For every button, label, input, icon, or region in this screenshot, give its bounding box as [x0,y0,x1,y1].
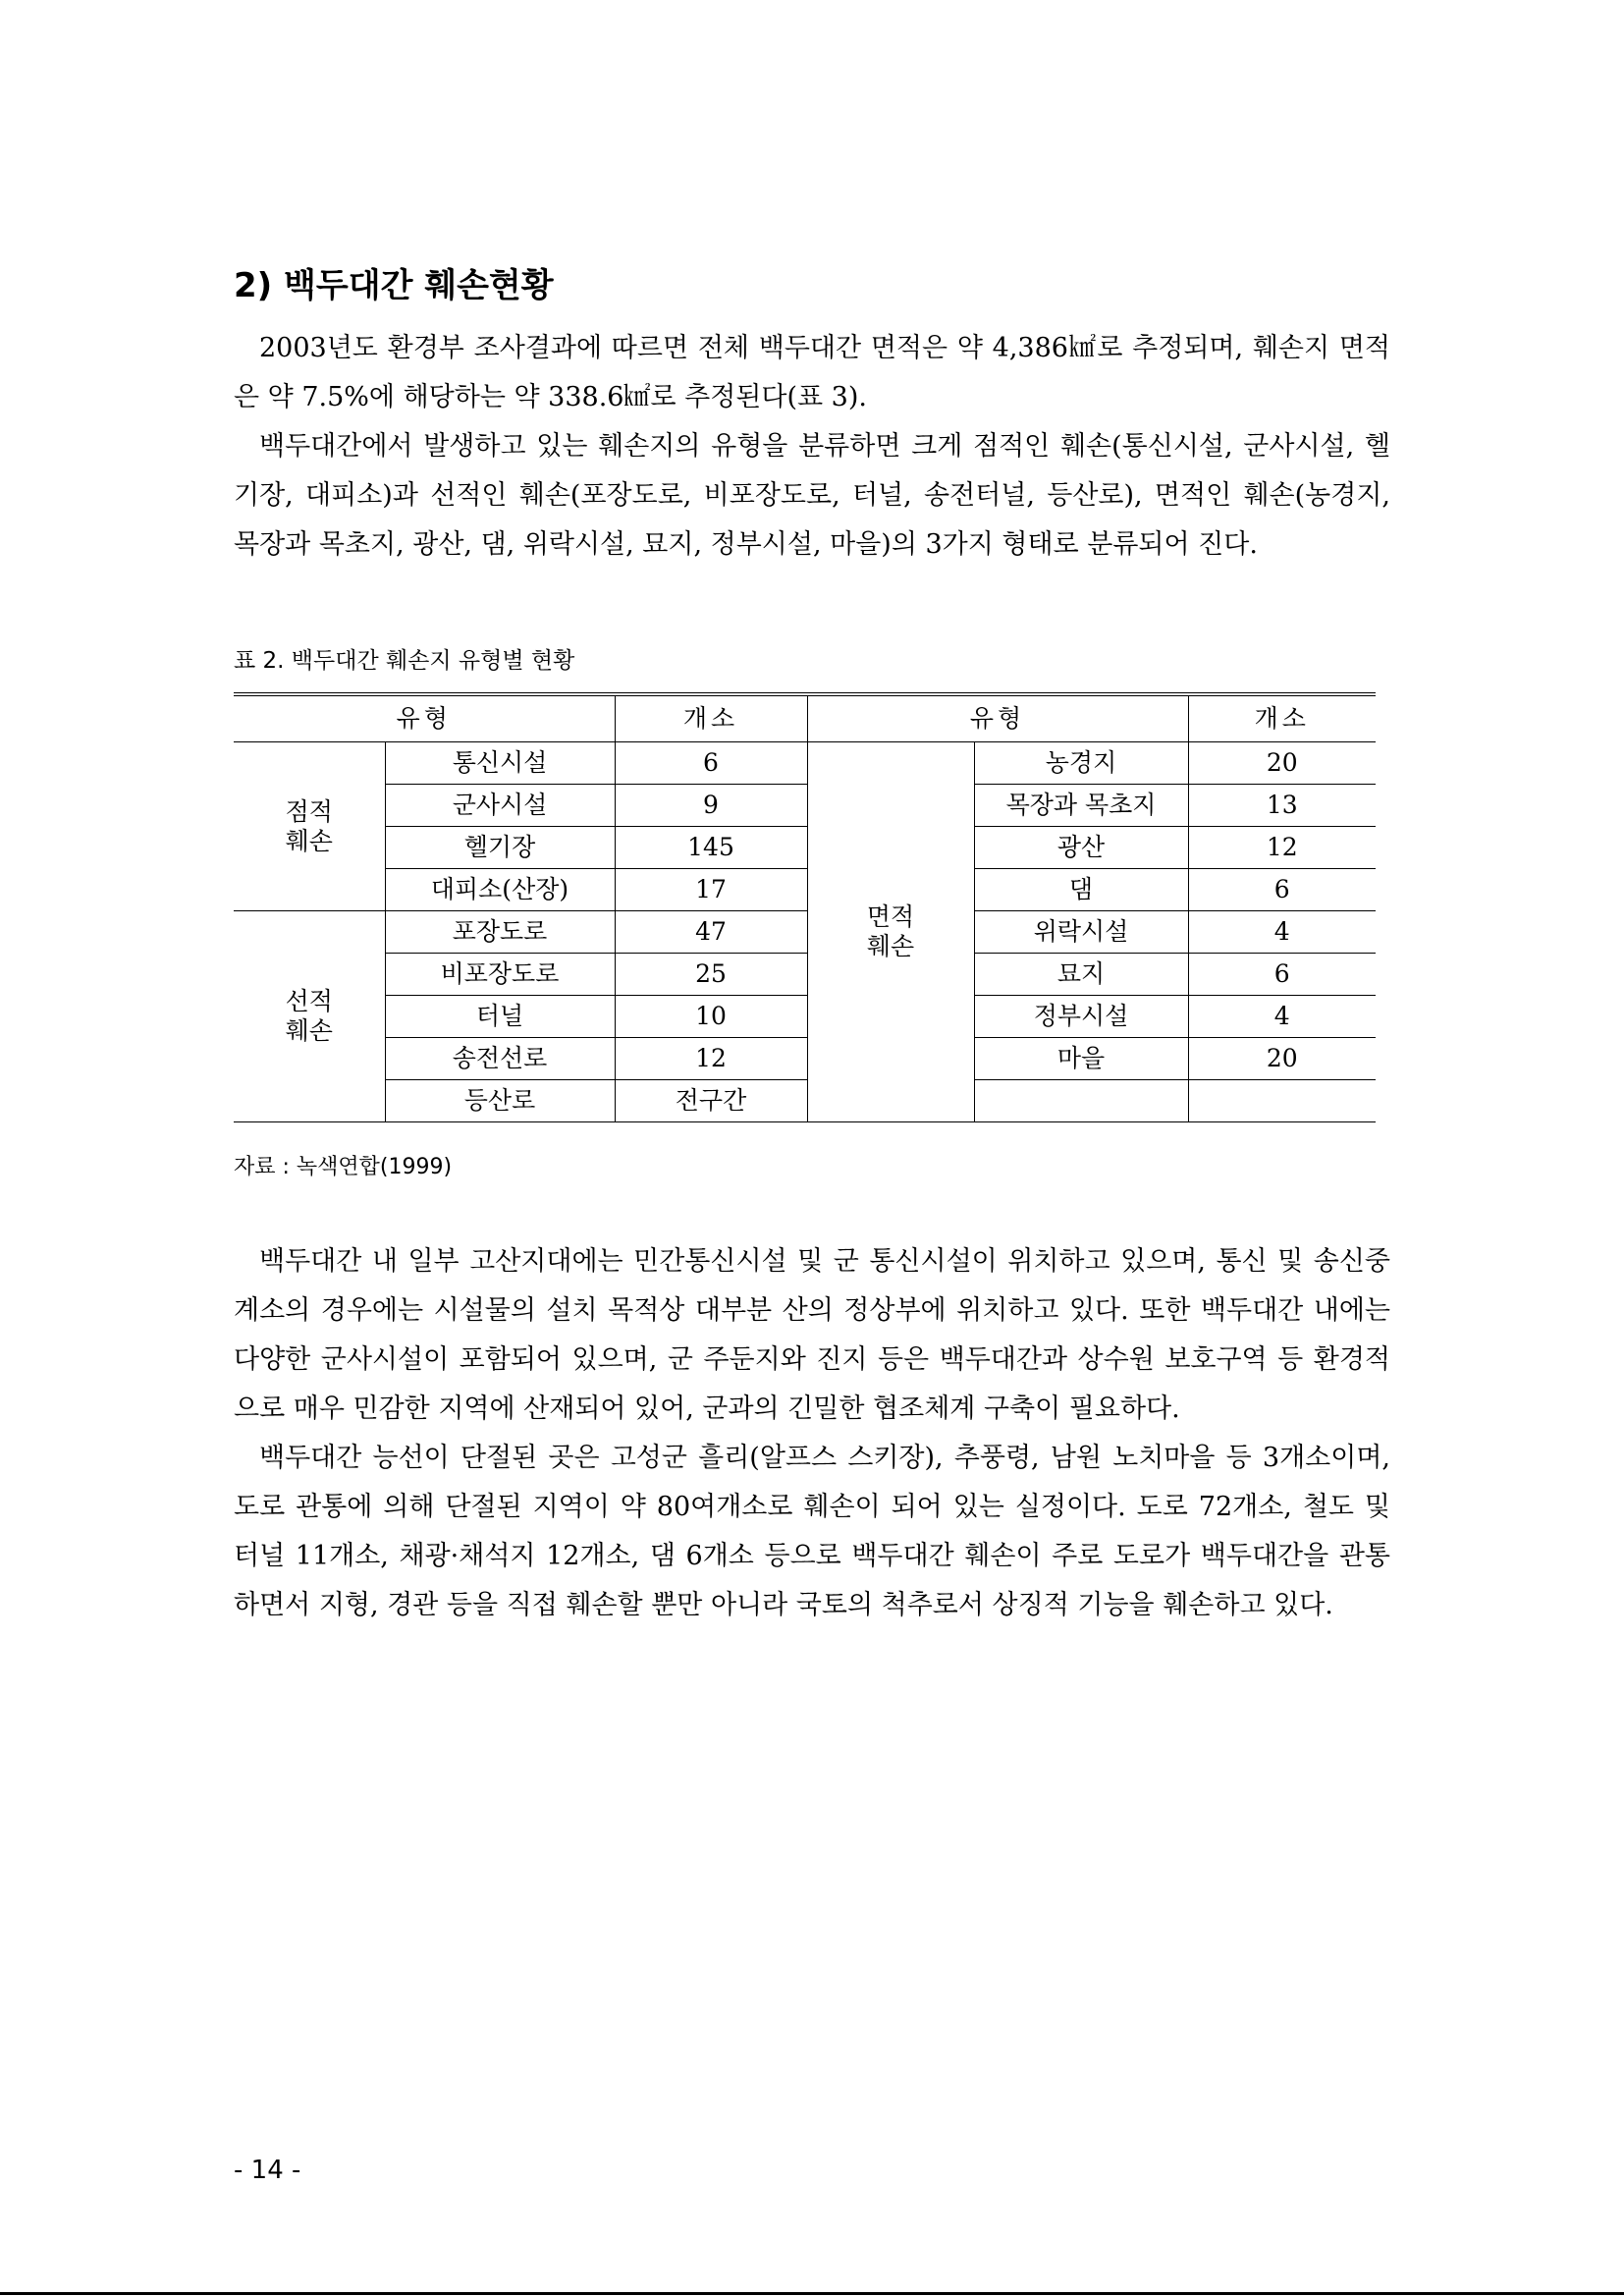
section-title: 2) 백두대간 훼손현황 [234,266,554,305]
type-cell: 터널 [385,996,615,1038]
type-cell: 포장도로 [385,911,615,954]
damage-type-table [234,696,1376,1122]
type-cell: 정부시설 [974,996,1188,1038]
count-cell: 13 [1188,785,1376,827]
count-cell: 6 [1188,954,1376,996]
bottom-divider [0,2292,1624,2295]
body-text-upper [234,324,1390,570]
count-cell: 17 [615,869,807,911]
group-area-damage: 면적 훼손 [807,742,974,1122]
type-cell: 헬기장 [385,827,615,869]
type-cell: 군사시설 [385,785,615,827]
table-row [234,785,1376,827]
type-cell: 위락시설 [974,911,1188,954]
type-cell: 등산로 [385,1080,615,1122]
table-row [234,911,1376,954]
count-cell: 25 [615,954,807,996]
type-cell: 광산 [974,827,1188,869]
table-row [234,1038,1376,1080]
count-cell: 145 [615,827,807,869]
paragraph: 백두대간 능선이 단절된 곳은 고성군 흘리(알프스 스키장), 추풍령, 남원 노치마을 등 3개소이며, 도로 관통에 의해 단절된 지역이 약 80여개소로 훼손이 되어 있는 실정이다. 도로 72개소, 철도 및 터널 11개소, 채광·채석지 12개소, 댐 6개소 등으로 백두대간 훼손이 주로 도로가 백두대간을 관통하면서 지형, 경관 등을 직접 훼손할 뿐만 아니라 국토의 척추로서 상징적 기능을 훼손하고 있다. [234,1443,1390,1620]
paragraph: 2003년도 환경부 조사결과에 따르면 전체 백두대간 면적은 약 4,386㎢로 추정되며, 훼손지 면적은 약 7.5%에 해당하는 약 338.6㎢로 추정된다(표 3). [234,333,1391,412]
count-cell [1188,1080,1376,1122]
type-cell: 비포장도로 [385,954,615,996]
count-cell: 12 [1188,827,1376,869]
type-cell: 마을 [974,1038,1188,1080]
count-cell: 전구간 [615,1080,807,1122]
page-number: - 14 - [234,2156,301,2185]
count-cell: 20 [1188,742,1376,785]
header-count-right: 개소 [1188,696,1376,742]
count-cell: 47 [615,911,807,954]
header-type-right: 유형 [807,696,1188,742]
body-text-lower [234,1237,1390,1630]
table-container [234,692,1376,1122]
type-cell: 묘지 [974,954,1188,996]
group-line-damage: 선적 훼손 [234,911,385,1122]
count-cell: 12 [615,1038,807,1080]
paragraph: 백두대간 내 일부 고산지대에는 민간통신시설 및 군 통신시설이 위치하고 있으며, 통신 및 송신중계소의 경우에는 시설물의 설치 목적상 대부분 산의 정상부에 위치하고 있다. 또한 백두대간 내에는 다양한 군사시설이 포함되어 있으며, 군 주둔지와 진지 등은 백두대간과 상수원 보호구역 등 환경적으로 매우 민감한 지역에 산재되어 있어, 군과의 긴밀한 협조체계 구축이 필요하다. [234,1246,1390,1424]
table-row [234,1080,1376,1122]
count-cell: 6 [1188,869,1376,911]
group-point-damage: 점적 훼손 [234,742,385,911]
count-cell: 6 [615,742,807,785]
table-row [234,869,1376,911]
header-count-left: 개소 [615,696,807,742]
type-cell: 댐 [974,869,1188,911]
table-row [234,996,1376,1038]
table-caption: 표 2. 백두대간 훼손지 유형별 현황 [234,648,575,674]
count-cell: 10 [615,996,807,1038]
count-cell: 9 [615,785,807,827]
count-cell: 4 [1188,911,1376,954]
table-row [234,742,1376,785]
table-row [234,954,1376,996]
type-cell: 농경지 [974,742,1188,785]
count-cell: 20 [1188,1038,1376,1080]
type-cell: 송전선로 [385,1038,615,1080]
header-type-left: 유형 [234,696,615,742]
type-cell: 대피소(산장) [385,869,615,911]
type-cell: 통신시설 [385,742,615,785]
type-cell [974,1080,1188,1122]
table-header-row [234,696,1376,742]
type-cell: 목장과 목초지 [974,785,1188,827]
table-row [234,827,1376,869]
table-source: 자료 : 녹색연합(1999) [234,1155,453,1179]
paragraph: 백두대간에서 발생하고 있는 훼손지의 유형을 분류하면 크게 점적인 훼손(통신시설, 군사시설, 헬기장, 대피소)과 선적인 훼손(포장도로, 비포장도로, 터널, 송전터널, 등산로), 면적인 훼손(농경지, 목장과 목초지, 광산, 댐, 위락시설, 묘지, 정부시설, 마을)의 3가지 형태로 분류되어 진다. [234,431,1390,560]
count-cell: 4 [1188,996,1376,1038]
